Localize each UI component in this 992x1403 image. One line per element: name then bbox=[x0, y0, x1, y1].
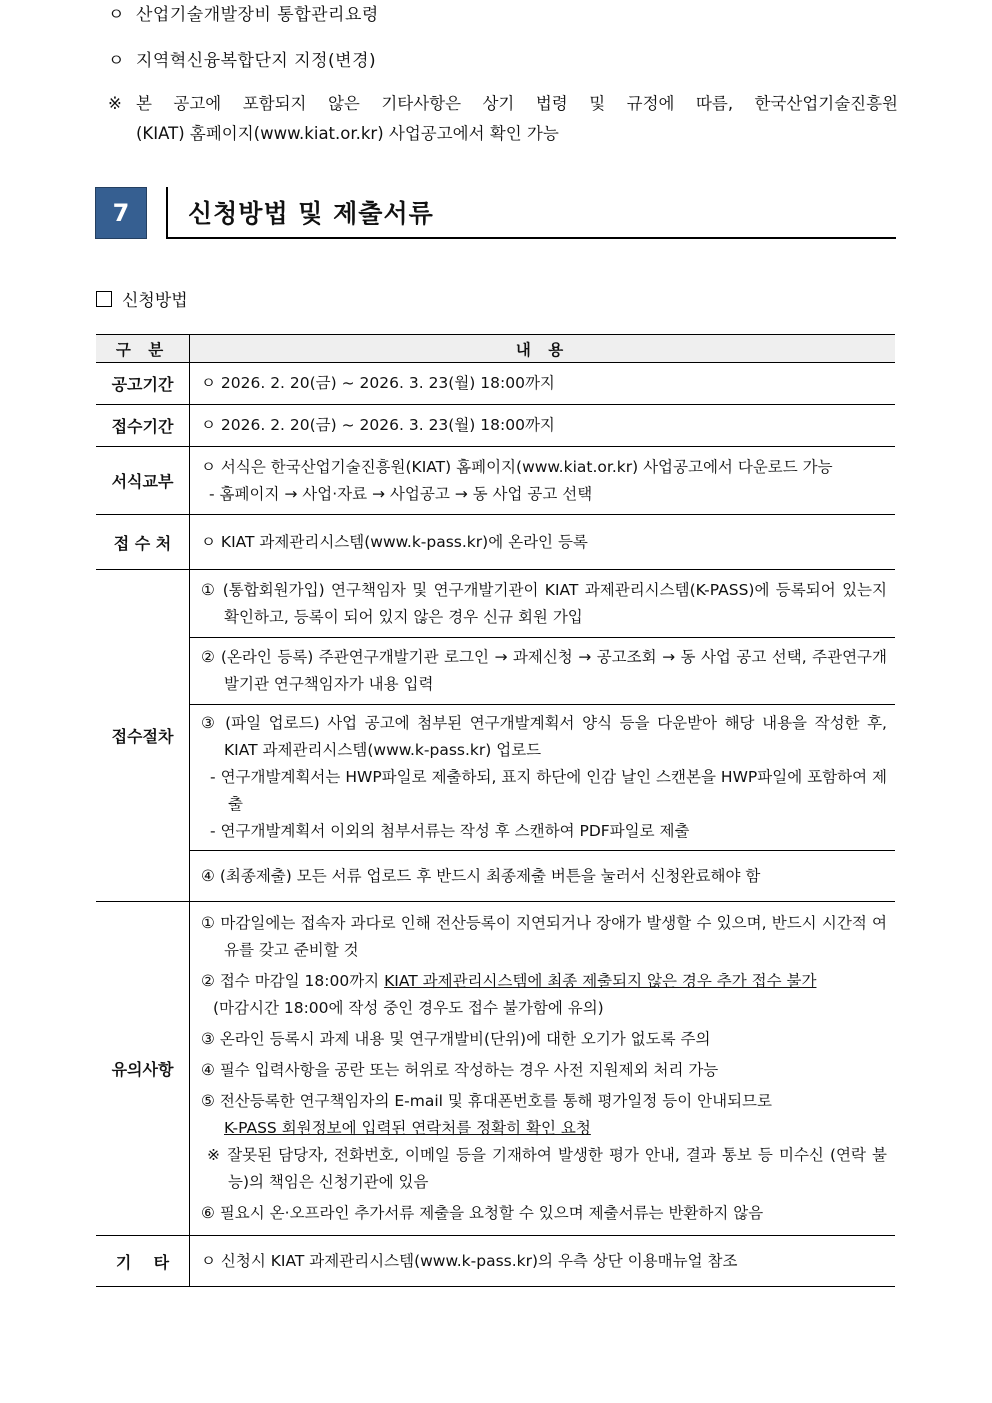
procedure-step: ③ (파일 업로드) 사업 공고에 첨부된 연구개발계획서 양식 등을 다운받아 해당 내용을 작성한 후, KIAT 과제관리시스템(www.k-pass.kr) 업로드 - 연구개발계획서는 HWP파일로 제출하되, 표지 하단에 인감 날인 스캔본을 HWP파일에 포함하여 제출 - 연구개발계획서 이외의 첨부서류는 작성 후 스캔하여 PDF파일로 제출 bbox=[190, 705, 896, 851]
subsection-title: 신청방법 bbox=[122, 291, 188, 311]
caution-item: ① 마감일에는 접속자 과다로 인해 전산등록이 지연되거나 장애가 발생할 수 있으며, 반드시 시간적 여유를 갖고 준비할 것 bbox=[201, 914, 887, 959]
row-content: ㅇ 2026. 2. 20(금) ~ 2026. 3. 23(월) 18:00까지 bbox=[190, 405, 896, 447]
note-line-2: (KIAT) 홈페이지(www.kiat.or.kr) 사업공고에서 확인 가능 bbox=[136, 124, 559, 143]
content-line: ㅇ 서식은 한국산업기술진흥원(KIAT) 홈페이지(www.kiat.or.kr) 사업공고에서 다운로드 가능 bbox=[201, 457, 833, 476]
caution-item: ⑥ 필요시 온·오프라인 추가서류 제출을 요청할 수 있으며 제출서류는 반환하지 않음 bbox=[201, 1204, 764, 1222]
content-subline: - 홈페이지 → 사업·자료 → 사업공고 → 동 사업 공고 선택 bbox=[209, 484, 593, 503]
table-row bbox=[96, 570, 895, 638]
row-content: ㅇ 신청시 KIAT 과제관리시스템(www.k-pass.kr)의 우측 상단 이용매뉴얼 참조 bbox=[190, 1236, 896, 1287]
table-row bbox=[96, 1236, 895, 1287]
application-method-table bbox=[96, 334, 895, 1287]
note-line-1: 본 공고에 포함되지 않은 기타사항은 상기 법령 및 규정에 따름, 한국산업기술진흥원 bbox=[136, 94, 898, 113]
section-divider bbox=[166, 187, 168, 239]
regulation-text: 산업기술개발장비 통합관리요령 bbox=[136, 5, 379, 25]
checkbox-square-icon bbox=[96, 291, 112, 307]
row-content: ㅇ 2026. 2. 20(금) ~ 2026. 3. 23(월) 18:00까지 bbox=[190, 363, 896, 405]
procedure-step: ④ (최종제출) 모든 서류 업로드 후 반드시 최종제출 버튼을 눌러서 신청완료해야 함 bbox=[190, 851, 896, 902]
caution-note: ※ 잘못된 담당자, 전화번호, 이메일 등을 기재하여 발생한 평가 안내, 결과 통보 등 미수신 (연락 불능)의 책임은 신청기관에 있음 bbox=[207, 1146, 887, 1191]
caution-item: ⑤ 전산등록한 연구책임자의 E-mail 및 휴대폰번호를 통해 평가일정 등이 안내되므로 bbox=[201, 1092, 773, 1110]
table-row bbox=[96, 638, 895, 705]
row-content bbox=[190, 447, 896, 515]
regulation-item-1: ㅇ 산업기술개발장비 통합관리요령 bbox=[108, 5, 379, 25]
table-row bbox=[96, 363, 895, 405]
procedure-step: ① (통합회원가입) 연구책임자 및 연구개발기관이 KIAT 과제관리시스템(K-PASS)에 등록되어 있는지 확인하고, 등록이 되어 있지 않은 경우 신규 회원 가입 bbox=[190, 570, 896, 638]
procedure-substep: - 연구개발계획서 이외의 첨부서류는 작성 후 스캔하여 PDF파일로 제출 bbox=[210, 822, 690, 840]
section-number: 7 bbox=[95, 187, 147, 239]
row-label: 기 타 bbox=[96, 1236, 190, 1287]
regulation-text: 지역혁신융복합단지 지정(변경) bbox=[136, 51, 377, 71]
table-row bbox=[96, 447, 895, 515]
row-label: 접수기간 bbox=[96, 405, 190, 447]
caution-subline: (마감시간 18:00에 작성 중인 경우도 접수 불가함에 유의) bbox=[213, 999, 604, 1017]
section-underline bbox=[166, 237, 896, 239]
note-mark: ※ bbox=[108, 94, 122, 113]
row-label: 접수절차 bbox=[96, 570, 190, 902]
caution-item: ③ 온라인 등록시 과제 내용 및 연구개발비(단위)에 대한 오기가 없도록 주의 bbox=[201, 1030, 711, 1048]
procedure-substep: - 연구개발계획서는 HWP파일로 제출하되, 표지 하단에 인감 날인 스캔본을 HWP파일에 포함하여 제출 bbox=[210, 768, 887, 813]
regulation-item-2: ㅇ 지역혁신융복합단지 지정(변경) bbox=[108, 51, 377, 71]
caution-item: ④ 필수 입력사항을 공란 또는 허위로 작성하는 경우 사전 지원제외 처리 가능 bbox=[201, 1061, 719, 1079]
caution-underlined-line: K-PASS 회원정보에 입력된 연락처를 정확히 확인 요청 bbox=[224, 1119, 591, 1137]
header-category: 구 분 bbox=[96, 335, 190, 363]
table-row bbox=[96, 405, 895, 447]
reference-note bbox=[108, 89, 898, 149]
row-content: ㅇ KIAT 과제관리시스템(www.k-pass.kr)에 온라인 등록 bbox=[190, 515, 896, 570]
table-row bbox=[96, 851, 895, 902]
table-header-row bbox=[96, 335, 895, 363]
section-title: 신청방법 및 제출서류 bbox=[188, 199, 434, 228]
row-label: 접 수 처 bbox=[96, 515, 190, 570]
row-label: 유의사항 bbox=[96, 902, 190, 1236]
section-heading bbox=[95, 187, 896, 239]
row-label: 서식교부 bbox=[96, 447, 190, 515]
procedure-step: ② (온라인 등록) 주관연구개발기관 로그인 → 과제신청 → 공고조회 → 동 사업 공고 선택, 주관연구개발기관 연구책임자가 내용 입력 bbox=[190, 638, 896, 705]
table-row bbox=[96, 515, 895, 570]
table-row bbox=[96, 902, 895, 1236]
header-content: 내 용 bbox=[190, 335, 896, 363]
row-label: 공고기간 bbox=[96, 363, 190, 405]
caution-item: ② 접수 마감일 18:00까지 KIAT 과제관리시스템에 최종 제출되지 않은 경우 추가 접수 불가 bbox=[201, 972, 817, 990]
table-row bbox=[96, 705, 895, 851]
row-content bbox=[190, 902, 896, 1236]
subsection-heading bbox=[96, 286, 188, 311]
